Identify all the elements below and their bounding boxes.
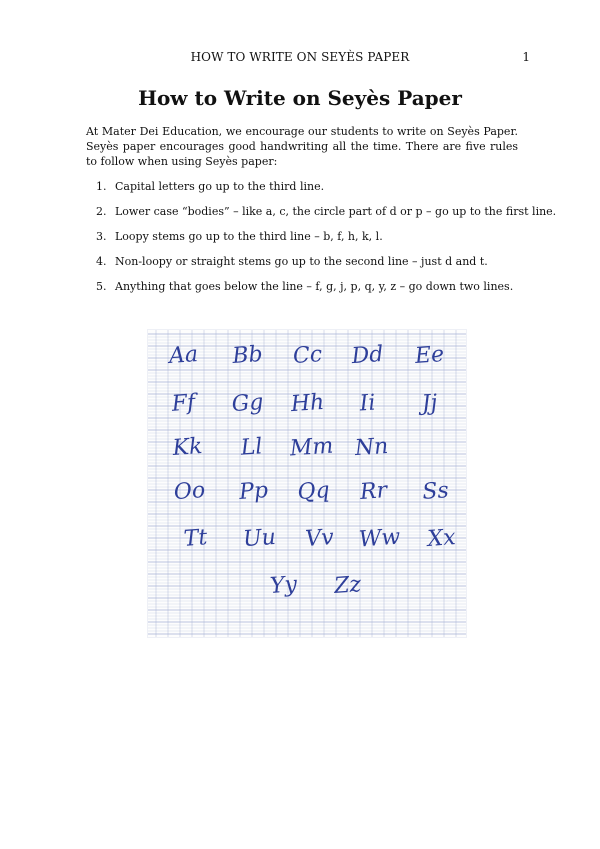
letter-pair-p: Pp [238,478,269,505]
letter-pair-b: Bb [231,341,264,370]
letter-pair-h: Hh [290,389,326,418]
rule-item [86,280,526,305]
letter-pair-j: Jj [420,390,439,417]
letter-pair-y: Yy [269,572,298,599]
seyes-paper-handwriting-image [148,330,466,637]
cursive-alphabet [166,342,457,599]
letter-pair-e: Ee [414,342,445,370]
letter-pair-c: Cc [292,342,323,370]
seyes-paper-sample [148,330,466,637]
letter-pair-x: Xx [426,525,457,552]
letter-pair-f: Ff [170,390,197,417]
letter-pair-w: Ww [357,524,402,553]
letter-pair-l: Ll [239,434,264,461]
running-header [0,50,600,68]
rule-text: Loopy stems go up to the third line – b, f, h, k, l. [115,230,383,243]
letter-pair-i: Ii [358,390,377,417]
running-title: HOW TO WRITE ON SEYÈS PAPER [190,50,410,64]
letter-pair-o: Oo [173,477,207,506]
rule-item [86,230,526,255]
letter-pair-g: Gg [230,389,265,418]
rule-text: Non-loopy or straight stems go up to the second line – just d and t. [115,255,488,268]
rule-text: Capital letters go up to the third line. [115,180,325,193]
letter-pair-n: Nn [354,433,390,462]
page-number: 1 [522,50,530,64]
rule-item [86,180,526,205]
letter-pair-v: Vv [304,525,335,552]
letter-pair-s: Ss [421,478,450,505]
letter-pair-m: Mm [289,433,335,462]
letter-pair-d: Dd [350,341,385,370]
letter-pair-r: Rr [359,478,388,505]
rule-number: 2. [96,205,107,218]
rule-number: 5. [96,280,107,293]
letter-pair-a: Aa [168,342,199,369]
rule-item [86,255,526,280]
rule-number: 1. [96,180,107,193]
rule-text: Lower case “bodies” – like a, c, the circle part of d or p – go up to the first line. [115,205,557,218]
letter-pair-k: Kk [171,434,204,462]
intro-paragraph: At Mater Dei Education, we encourage our students to write on Seyès Paper. Seyès paper encourages good handwriting all the time. There are five rules to follow when using Seyès paper: [86,125,518,168]
letter-pair-z: Zz [333,572,362,599]
rule-number: 3. [96,230,107,243]
rule-item [86,205,557,230]
letter-pair-t: Tt [182,525,209,552]
letter-pair-q: Qq [296,477,331,506]
rule-number: 4. [96,255,107,268]
letter-pair-u: Uu [242,524,277,553]
rules-list [86,180,557,305]
rule-text: Anything that goes below the line – f, g, j, p, q, y, z – go down two lines. [115,280,514,293]
page-title: How to Write on Seyès Paper [138,86,462,110]
